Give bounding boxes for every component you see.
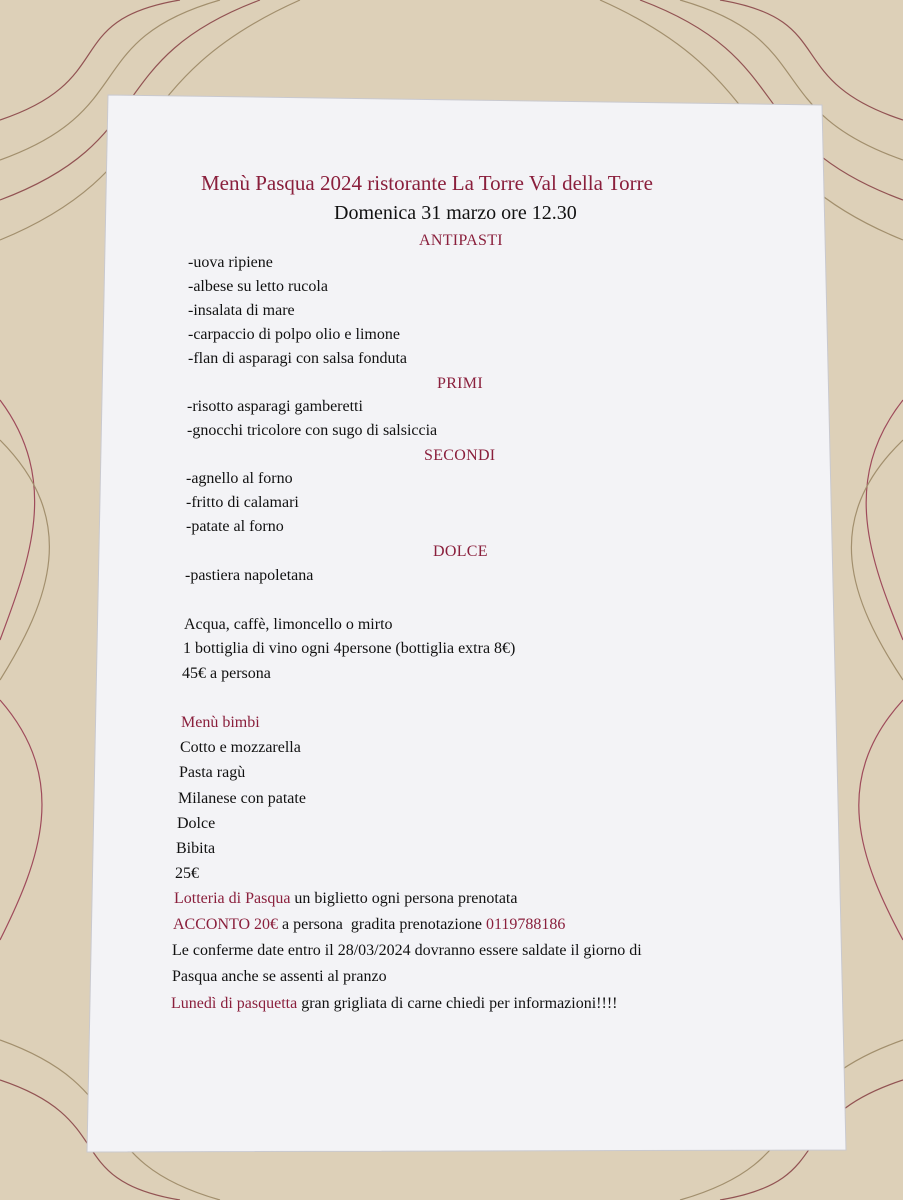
confirm-line: Le conferme date entro il 28/03/2024 dovranno essere saldate il giorno di [172, 942, 642, 959]
menu-item: -pastiera napoletana [185, 567, 314, 584]
kids-menu-price: 25€ [175, 865, 199, 882]
kids-menu-item: Bibita [176, 840, 216, 857]
deposit-line [173, 916, 565, 934]
section-heading-dolce: DOLCE [433, 543, 488, 560]
price-line: 45€ a persona [182, 665, 271, 682]
confirm-line: Pasqua anche se assenti al pranzo [172, 968, 387, 985]
menu-item: -patate al forno [186, 518, 284, 535]
deposit-text: a persona gradita prenotazione [278, 916, 486, 933]
kids-menu-item: Milanese con patate [178, 790, 306, 807]
kids-menu-item: Cotto e mozzarella [180, 739, 301, 756]
section-heading-primi: PRIMI [437, 375, 483, 392]
extras-line: Acqua, caffè, limoncello o mirto [184, 616, 393, 633]
extras-line: 1 bottiglia di vino ogni 4persone (bottiglia extra 8€) [183, 640, 516, 657]
menu-item: -agnello al forno [186, 470, 293, 487]
menu-date: Domenica 31 marzo ore 12.30 [334, 202, 577, 224]
menu-item: -gnocchi tricolore con sugo di salsiccia [187, 422, 438, 439]
pasquetta-text: gran grigliata di carne chiedi per informazioni!!!! [297, 995, 618, 1012]
lottery-line [174, 890, 517, 908]
pasquetta-line [171, 995, 617, 1013]
lottery-label: Lotteria di Pasqua [174, 890, 291, 907]
menu-item: -fritto di calamari [186, 494, 299, 511]
menu-item: -insalata di mare [188, 302, 295, 319]
pasquetta-label: Lunedì di pasquetta [171, 995, 298, 1012]
menu-item: -uova ripiene [188, 254, 273, 271]
menu-item: -carpaccio di polpo olio e limone [188, 326, 400, 343]
menu-title: Menù Pasqua 2024 ristorante La Torre Val della Torre [201, 171, 653, 195]
phone-number: 0119788186 [485, 916, 566, 933]
section-heading-secondi: SECONDI [424, 447, 496, 464]
kids-menu-item: Pasta ragù [179, 764, 246, 781]
kids-menu-item: Dolce [177, 815, 216, 832]
deposit-label: ACCONTO 20€ [173, 916, 279, 933]
kids-menu-heading: Menù bimbi [181, 714, 260, 731]
menu-item: -risotto asparagi gamberetti [187, 398, 363, 415]
section-heading-antipasti: ANTIPASTI [419, 232, 503, 249]
menu-item: -flan di asparagi con salsa fonduta [188, 350, 408, 367]
lottery-text: un biglietto ogni persona prenotata [290, 890, 518, 907]
menu-item: -albese su letto rucola [188, 278, 328, 295]
